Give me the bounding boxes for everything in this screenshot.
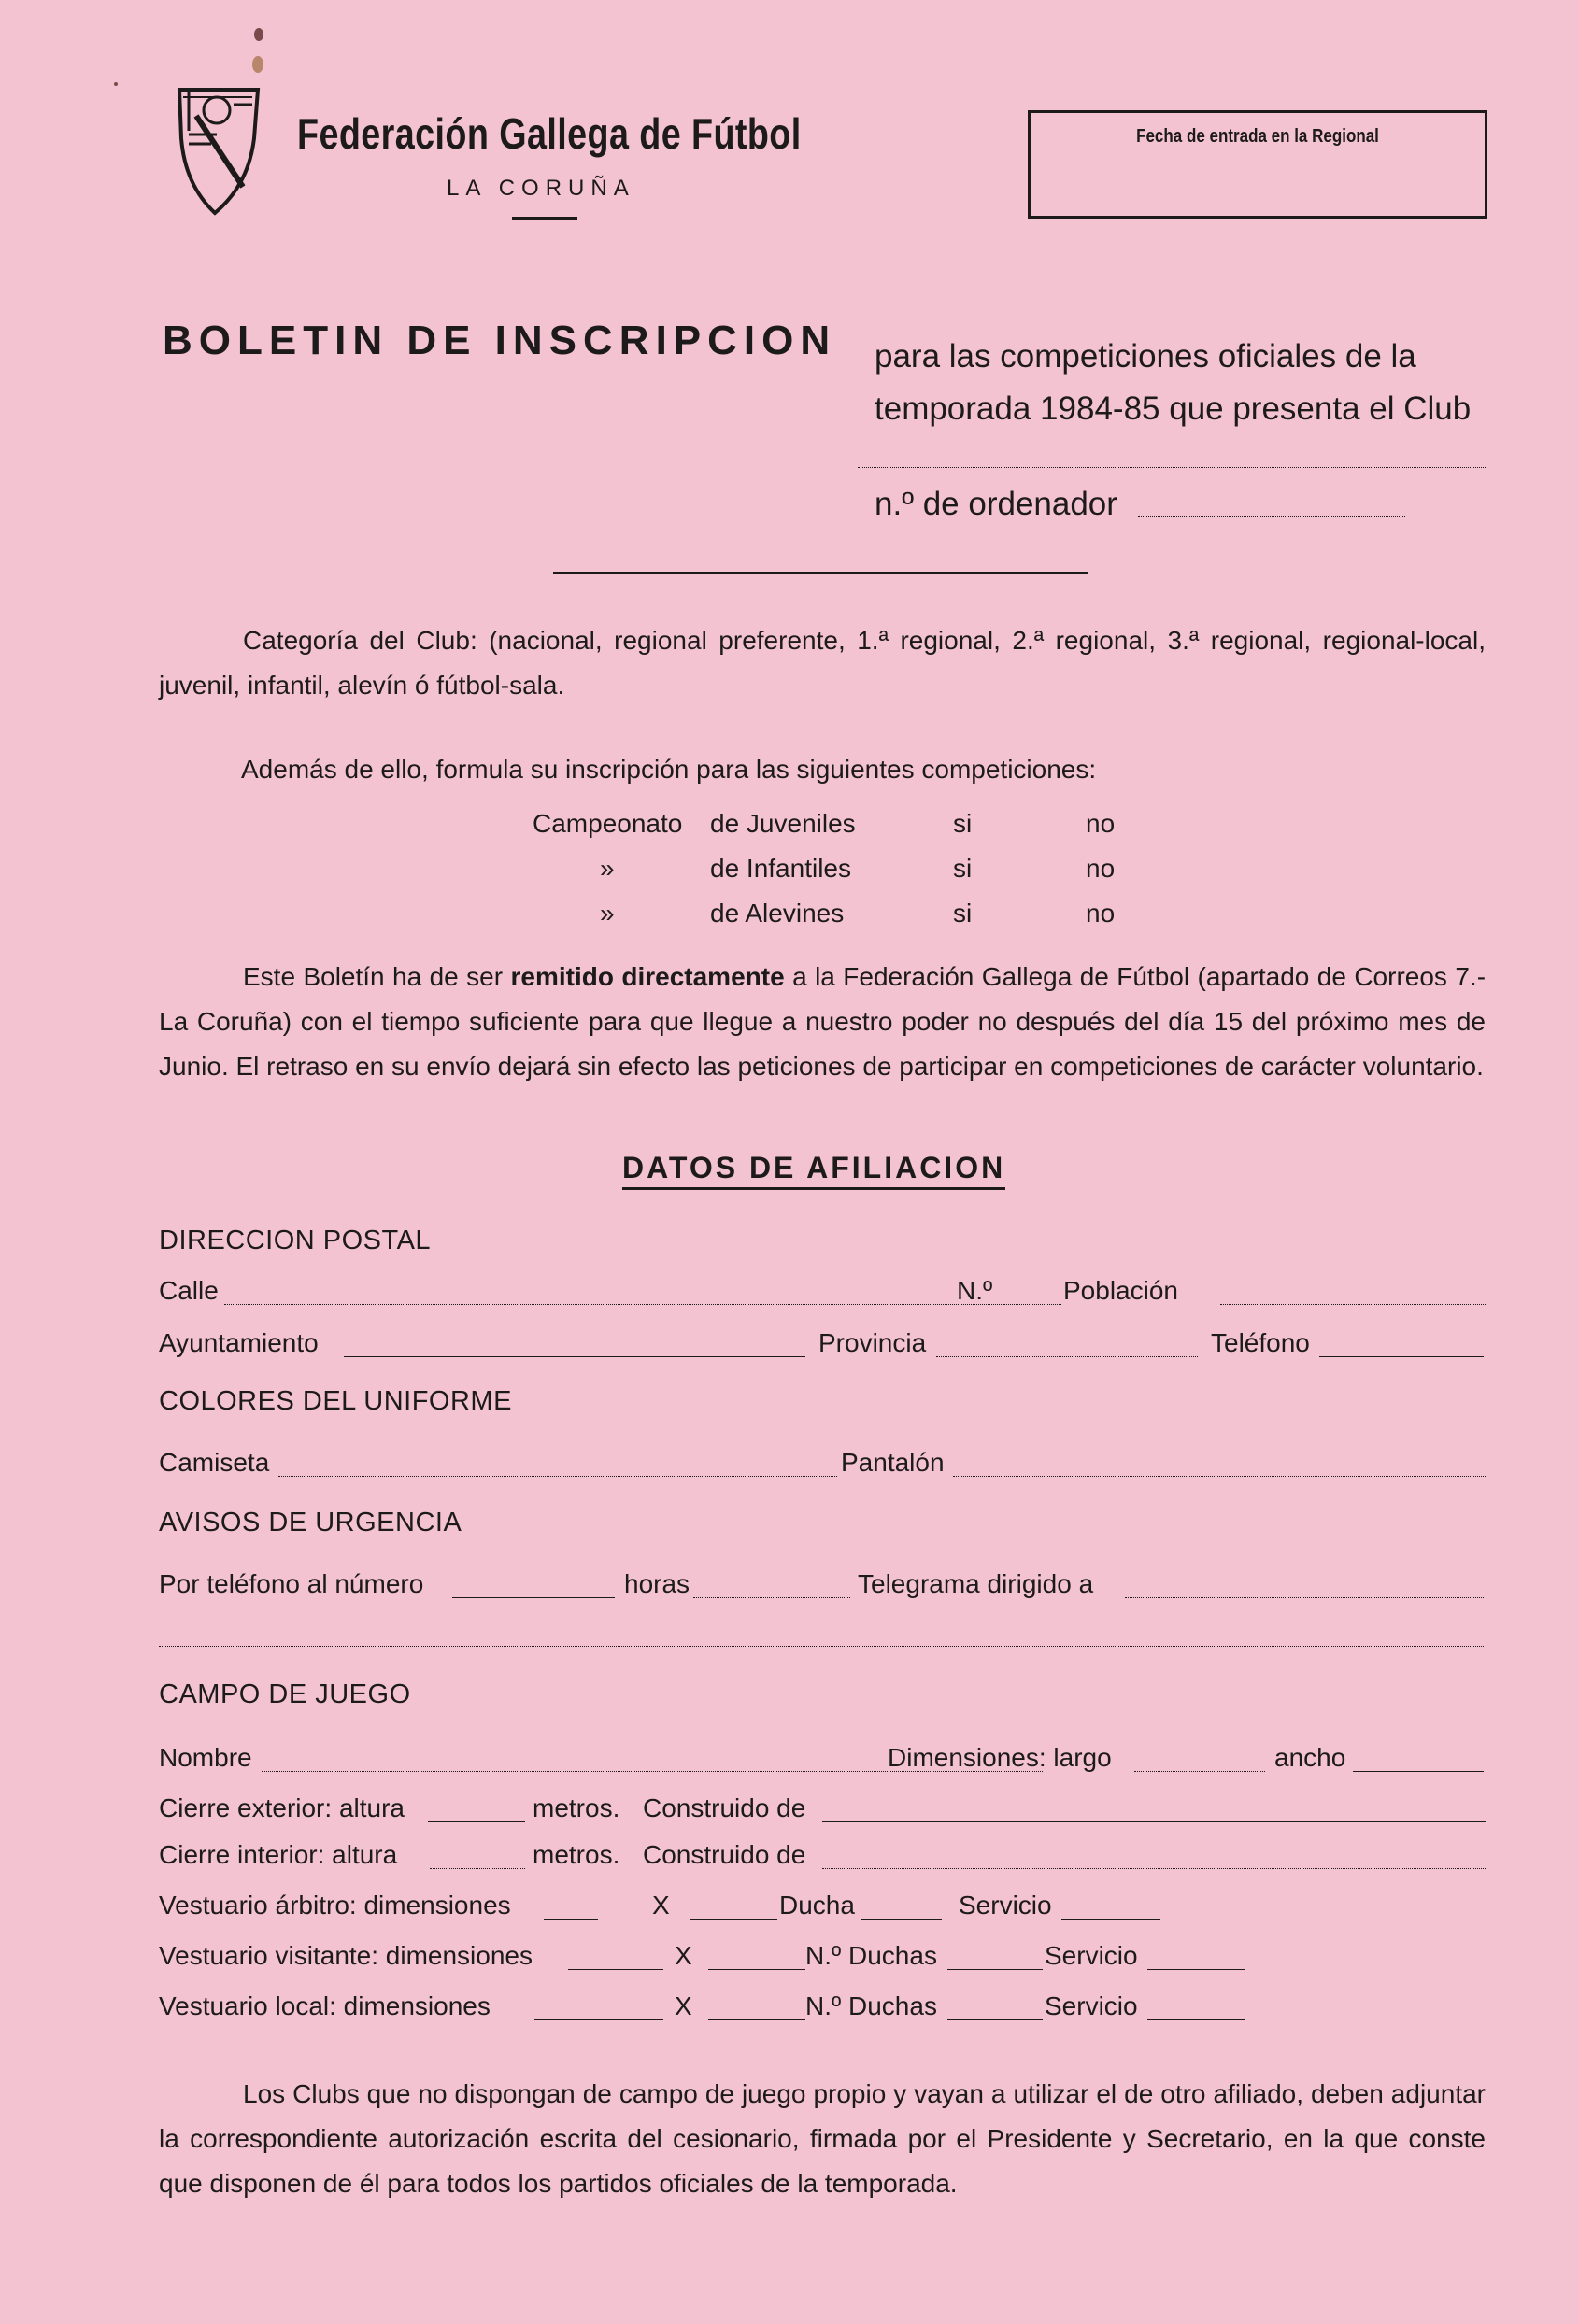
urgent-row bbox=[159, 1566, 1486, 1607]
competition-prefix: » bbox=[600, 854, 615, 883]
visitor-room-row bbox=[159, 1937, 1486, 1978]
local-room-dim-b-field[interactable] bbox=[708, 2019, 805, 2020]
inner-fence-label: Cierre interior: altura bbox=[159, 1840, 398, 1869]
competition-no-option[interactable]: no bbox=[1086, 854, 1116, 883]
local-room-dim-a-field[interactable] bbox=[534, 2019, 663, 2020]
competition-name: de Juveniles bbox=[710, 809, 856, 838]
field-heading: CAMPO DE JUEGO bbox=[159, 1679, 411, 1709]
local-showers-field[interactable] bbox=[947, 2019, 1043, 2020]
visitor-service-label: Servicio bbox=[1045, 1941, 1138, 1970]
competition-yes-option[interactable]: si bbox=[953, 854, 973, 883]
provincia-field[interactable] bbox=[936, 1356, 1198, 1357]
competition-name: de Alevines bbox=[710, 899, 845, 928]
outer-fence-material-field[interactable] bbox=[822, 1821, 1486, 1822]
inner-fence-row bbox=[159, 1836, 1486, 1878]
inner-fence-metros: metros. bbox=[533, 1840, 620, 1869]
pantalon-label: Pantalón bbox=[841, 1448, 945, 1477]
dimensions-width-label: ancho bbox=[1274, 1743, 1346, 1772]
phone-number-field[interactable] bbox=[452, 1597, 615, 1598]
competition-name: de Infantiles bbox=[710, 854, 851, 883]
pantalon-field[interactable] bbox=[953, 1476, 1486, 1477]
address-row-2 bbox=[159, 1325, 1486, 1366]
notice-text-after: a la Federación Gallega de Fútbol (apartado de Correos 7.-La Coruña) con el tiempo suficiente para que llegue a nuestro poder no después del día 15 del próximo mes de Junio. El retraso en su envío dejará sin efecto las peticiones de participar en competiciones de carácter voluntario. bbox=[159, 962, 1487, 1081]
numero-label: N.º bbox=[957, 1276, 993, 1305]
local-service-field[interactable] bbox=[1147, 2019, 1245, 2020]
federation-crest-icon bbox=[174, 82, 263, 219]
outer-fence-label: Cierre exterior: altura bbox=[159, 1793, 405, 1822]
referee-room-dim-a-field[interactable] bbox=[544, 1919, 598, 1920]
category-paragraph: Categoría del Club: (nacional, regional preferente, 1.ª regional, 2.ª regional, 3.ª regional, regional-local, juvenil, infantil, alevín ó fútbol-sala. bbox=[159, 626, 1486, 700]
inner-fence-height-field[interactable] bbox=[430, 1868, 525, 1869]
title-separator bbox=[553, 572, 1088, 574]
competition-no-option[interactable]: no bbox=[1086, 809, 1116, 838]
phone-number-label: Por teléfono al número bbox=[159, 1569, 424, 1598]
paper-speck bbox=[114, 82, 118, 86]
referee-room-x: X bbox=[652, 1891, 670, 1920]
address-row-1 bbox=[159, 1272, 1486, 1313]
field-name-row bbox=[159, 1739, 1486, 1780]
notice-text-bold: remitido directamente bbox=[510, 962, 785, 991]
provincia-label: Provincia bbox=[818, 1328, 927, 1357]
uniform-row bbox=[159, 1444, 1486, 1485]
poblacion-field[interactable] bbox=[1220, 1304, 1486, 1305]
visitor-room-dim-a-field[interactable] bbox=[568, 1969, 663, 1970]
referee-shower-label: Ducha bbox=[779, 1891, 855, 1920]
ayuntamiento-field[interactable] bbox=[344, 1356, 805, 1357]
poblacion-label: Población bbox=[1063, 1276, 1178, 1305]
visitor-room-label: Vestuario visitante: dimensiones bbox=[159, 1941, 533, 1970]
city-underline bbox=[512, 217, 577, 220]
dimensions-length-label: Dimensiones: largo bbox=[888, 1743, 1112, 1772]
referee-room-dim-b-field[interactable] bbox=[690, 1919, 777, 1920]
ordenador-field[interactable] bbox=[1138, 516, 1405, 517]
inner-fence-material-field[interactable] bbox=[822, 1868, 1486, 1869]
paper-speck bbox=[252, 56, 263, 73]
ordenador-label: n.º de ordenador bbox=[875, 486, 1117, 522]
referee-service-field[interactable] bbox=[1061, 1919, 1160, 1920]
local-room-x: X bbox=[675, 1991, 692, 2020]
notice-paragraph bbox=[159, 955, 1486, 1089]
visitor-showers-field[interactable] bbox=[947, 1969, 1043, 1970]
camiseta-field[interactable] bbox=[278, 1476, 837, 1477]
calle-field[interactable] bbox=[224, 1304, 1020, 1305]
organization-name: Federación Gallega de Fútbol bbox=[297, 109, 802, 158]
inner-fence-built-label: Construido de bbox=[643, 1840, 806, 1869]
subtitle-line-1: para las competiciones oficiales de la bbox=[875, 338, 1416, 375]
telegram-extra-line[interactable] bbox=[159, 1646, 1484, 1647]
entry-date-label: Fecha de entrada en la Regional bbox=[1136, 126, 1379, 147]
local-room-label: Vestuario local: dimensiones bbox=[159, 1991, 491, 2020]
competition-prefix: Campeonato bbox=[533, 809, 683, 838]
referee-service-label: Servicio bbox=[959, 1891, 1052, 1920]
competition-no-option[interactable]: no bbox=[1086, 899, 1116, 928]
outer-fence-height-field[interactable] bbox=[428, 1821, 525, 1822]
outer-fence-metros: metros. bbox=[533, 1793, 620, 1822]
datos-afiliacion-title: DATOS DE AFILIACION bbox=[622, 1151, 1005, 1190]
outer-fence-row bbox=[159, 1790, 1486, 1831]
referee-room-label: Vestuario árbitro: dimensiones bbox=[159, 1891, 511, 1920]
form-subtitle bbox=[875, 331, 1471, 435]
hours-field[interactable] bbox=[693, 1597, 850, 1598]
visitor-service-field[interactable] bbox=[1147, 1969, 1245, 1970]
camiseta-label: Camiseta bbox=[159, 1448, 270, 1477]
club-name-field[interactable] bbox=[858, 467, 1487, 468]
competition-yes-option[interactable]: si bbox=[953, 809, 973, 838]
local-service-label: Servicio bbox=[1045, 1991, 1138, 2020]
visitor-showers-label: N.º Duchas bbox=[805, 1941, 937, 1970]
subtitle-line-2: temporada 1984-85 que presenta el Club bbox=[875, 390, 1472, 427]
local-showers-label: N.º Duchas bbox=[805, 1991, 937, 2020]
competition-prefix: » bbox=[600, 899, 615, 928]
form-title: BOLETIN DE INSCRIPCION bbox=[163, 318, 837, 363]
outer-fence-built-label: Construido de bbox=[643, 1793, 806, 1822]
local-room-row bbox=[159, 1988, 1486, 2029]
notice-text-before: Este Boletín ha de ser bbox=[243, 962, 511, 991]
footer-paragraph: Los Clubs que no dispongan de campo de juego propio y vayan a utilizar el de otro afiliado, deben adjuntar la correspondiente autorización escrita del cesionario, firmada por el Presidente y Secretario, en la que conste que disponen de él para todos los partidos oficiales de la temporada. bbox=[159, 2079, 1486, 2198]
dimensions-length-field[interactable] bbox=[1134, 1771, 1265, 1772]
telegram-field[interactable] bbox=[1125, 1597, 1484, 1598]
numero-field[interactable] bbox=[1003, 1304, 1061, 1305]
visitor-room-dim-b-field[interactable] bbox=[708, 1969, 805, 1970]
referee-shower-field[interactable] bbox=[861, 1919, 942, 1920]
dimensions-width-field[interactable] bbox=[1353, 1771, 1484, 1772]
hours-label: horas bbox=[624, 1569, 690, 1598]
visitor-room-x: X bbox=[675, 1941, 692, 1970]
competition-yes-option[interactable]: si bbox=[953, 899, 973, 928]
competitions-intro: Además de ello, formula su inscripción para las siguientes competiciones: bbox=[241, 755, 1097, 784]
telefono-field[interactable] bbox=[1319, 1356, 1484, 1357]
paper-speck bbox=[254, 28, 263, 41]
calle-label: Calle bbox=[159, 1276, 219, 1305]
telegram-label: Telegrama dirigido a bbox=[858, 1569, 1094, 1598]
entry-date-box[interactable] bbox=[1028, 110, 1487, 219]
urgent-heading: AVISOS DE URGENCIA bbox=[159, 1508, 462, 1538]
ayuntamiento-label: Ayuntamiento bbox=[159, 1328, 319, 1357]
uniform-heading: COLORES DEL UNIFORME bbox=[159, 1386, 512, 1416]
telefono-label: Teléfono bbox=[1211, 1328, 1310, 1357]
postal-heading: DIRECCION POSTAL bbox=[159, 1226, 432, 1255]
organization-city: LA CORUÑA bbox=[447, 176, 635, 201]
referee-room-row bbox=[159, 1887, 1486, 1928]
field-name-label: Nombre bbox=[159, 1743, 252, 1772]
